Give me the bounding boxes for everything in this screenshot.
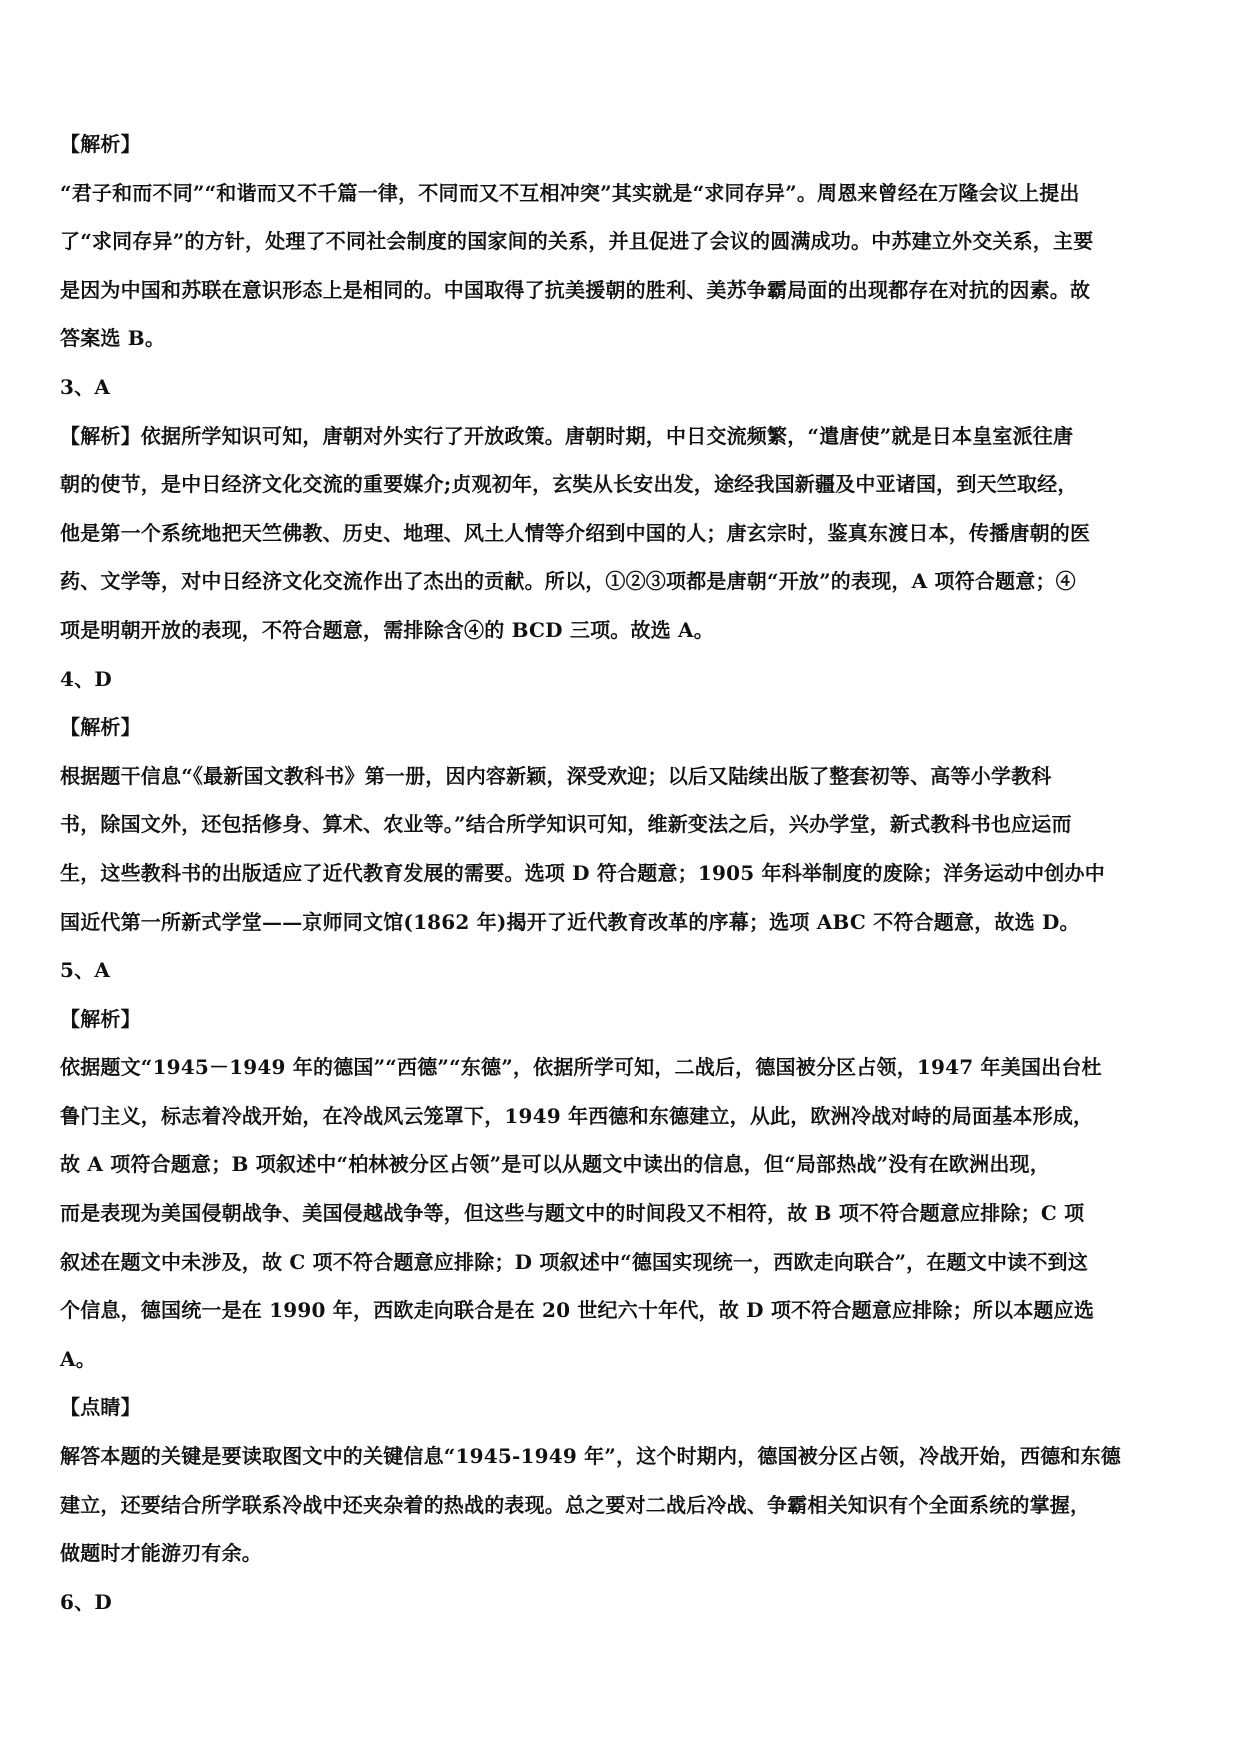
- paragraph-line: 项是明朝开放的表现，不符合题意，需排除含④的 BCD 三项。故选 A。: [60, 617, 714, 642]
- paragraph-line: 个信息，德国统一是在 1990 年，西欧走向联合是在 20 世纪六十年代，故 D 项不符合题意应排除；所以本题应选: [60, 1298, 1095, 1323]
- question-answer-6: 6、D: [60, 1589, 112, 1614]
- paragraph-line: 而是表现为美国侵朝战争、美国侵越战争等，但这些与题文中的时间段又不相符，故 B 项不符合题意应排除；C 项: [60, 1201, 1085, 1226]
- paragraph-line: 国近代第一所新式学堂——京师同文馆(1862 年)揭开了近代教育改革的序幕；选项 ABC 不符合题意，故选 D。: [60, 909, 1080, 934]
- paragraph-line: A。: [60, 1346, 96, 1371]
- paragraph-line: 他是第一个系统地把天竺佛教、历史、地理、风土人情等介绍到中国的人；唐玄宗时，鉴真东渡日本，传播唐朝的医: [60, 520, 1091, 545]
- paragraph-line: 做题时才能游刃有余。: [60, 1541, 262, 1566]
- paragraph-line: 叙述在题文中未涉及，故 C 项不符合题意应排除；D 项叙述中“德国实现统一，西欧走向联合”，在题文中读不到这: [60, 1249, 1088, 1274]
- highlight-heading: 【点睛】: [60, 1395, 141, 1420]
- question-answer-5: 5、A: [60, 958, 111, 983]
- paragraph-line: 依据题文“1945－1949 年的德国”“西德”“东德”，依据所学可知，二战后，德国被分区占领，1947 年美国出台杜: [60, 1055, 1102, 1080]
- paragraph-line: 答案选 B。: [60, 326, 166, 351]
- paragraph-line: 朝的使节，是中日经济文化交流的重要媒介;贞观初年，玄奘从长安出发，途经我国新疆及中亚诸国，到天竺取经，: [60, 472, 1078, 497]
- paragraph-line: 建立，还要结合所学联系冷战中还夹杂着的热战的表现。总之要对二战后冷战、争霸相关知识有个全面系统的掌握，: [60, 1492, 1091, 1517]
- paragraph-line: 【解析】依据所学知识可知，唐朝对外实行了开放政策。唐朝时期，中日交流频繁，“遣唐使”就是日本皇室派往唐: [60, 423, 1074, 448]
- paragraph-line: “君子和而不同”“和谐而又不千篇一律，不同而又不互相冲突”其实就是“求同存异”。周恩来曾经在万隆会议上提出: [60, 180, 1080, 205]
- analysis-heading: 【解析】: [60, 132, 141, 156]
- paragraph-line: 了“求同存异”的方针，处理了不同社会制度的国家间的关系，并且促进了会议的圆满成功。中苏建立外交关系，主要: [60, 229, 1094, 254]
- paragraph-line: 鲁门主义，标志着冷战开始，在冷战风云笼罩下，1949 年西德和东德建立，从此，欧洲冷战对峙的局面基本形成，: [60, 1103, 1094, 1128]
- paragraph-line: 生，这些教科书的出版适应了近代教育发展的需要。选项 D 符合题意；1905 年科举制度的废除；洋务运动中创办中: [60, 860, 1105, 885]
- analysis-heading: 【解析】: [60, 715, 141, 740]
- paragraph-line: 是因为中国和苏联在意识形态上是相同的。中国取得了抗美援朝的胜利、美苏争霸局面的出现都存在对抗的因素。故: [60, 277, 1091, 302]
- paragraph-line: 书，除国文外，还包括修身、算术、农业等。”结合所学知识可知，维新变法之后，兴办学堂，新式教科书也应运而: [60, 812, 1072, 837]
- question-answer-3: 3、A: [60, 374, 111, 399]
- paragraph-line: 根据题干信息“《最新国文教科书》第一册，因内容新颖，深受欢迎；以后又陆续出版了整套初等、高等小学教科: [60, 763, 1052, 788]
- paragraph-line: 故 A 项符合题意；B 项叙述中“柏林被分区占领”是可以从题文中读出的信息，但“局部热战”没有在欧洲出现，: [60, 1152, 1050, 1177]
- analysis-heading: 【解析】: [60, 1006, 141, 1031]
- paragraph-line: 药、文学等，对中日经济文化交流作出了杰出的贡献。所以，①②③项都是唐朝“开放”的表现，A 项符合题意；④: [60, 569, 1076, 594]
- question-answer-4: 4、D: [60, 666, 112, 691]
- paragraph-line: 解答本题的关键是要读取图文中的关键信息“1945-1949 年”，这个时期内，德国被分区占领，冷战开始，西德和东德: [60, 1444, 1121, 1469]
- answer-page: [60, 120, 1190, 1626]
